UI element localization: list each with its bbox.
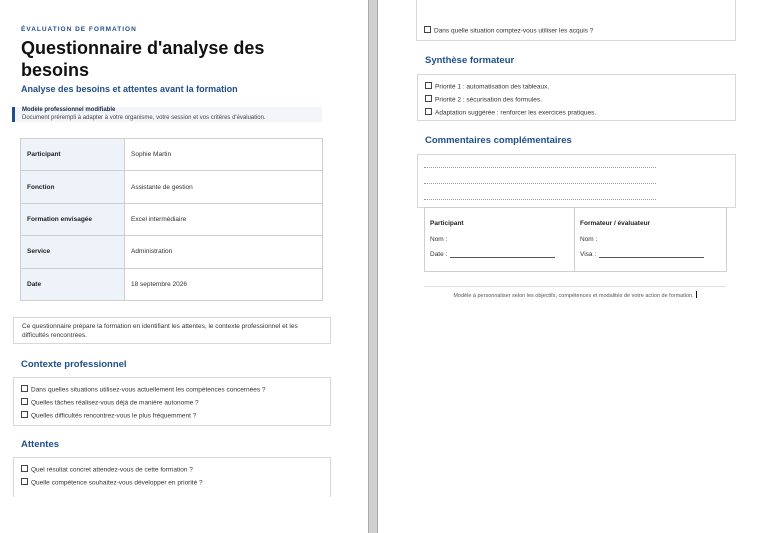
list-item[interactable]: Adaptation suggérée : renforcer les exercices pratiques.	[425, 108, 596, 117]
signature-name-label: Nom :	[430, 236, 448, 243]
list-item[interactable]: Quelles tâches réalisez-vous déjà de manière autonome ?	[21, 398, 199, 407]
checkbox-icon[interactable]	[21, 411, 28, 418]
info-label: Service	[21, 236, 125, 268]
section-title-contexte: Contexte professionnel	[21, 359, 127, 370]
checkbox-icon[interactable]	[425, 108, 432, 115]
info-label: Participant	[21, 139, 125, 171]
section-title-commentaires: Commentaires complémentaires	[425, 135, 572, 146]
info-value[interactable]: Assistante de gestion	[125, 171, 323, 203]
signature-visa-field[interactable]: Visa :	[580, 251, 704, 258]
table-row	[21, 268, 323, 300]
checkbox-icon[interactable]	[21, 478, 28, 485]
signature-title: Participant	[430, 220, 464, 227]
comments-area[interactable]	[417, 154, 736, 208]
checkbox-icon[interactable]	[21, 465, 28, 472]
list-item[interactable]: Priorité 2 : sécurisation des formules.	[425, 95, 542, 104]
info-value[interactable]: Sophie Martin	[125, 139, 323, 171]
page-left	[0, 0, 368, 533]
text-cursor	[696, 291, 697, 298]
table-row	[21, 171, 323, 203]
attentes-box-continued	[416, 0, 736, 41]
info-value[interactable]: Administration	[125, 236, 323, 268]
contexte-box	[13, 377, 331, 426]
info-value[interactable]: Excel intermédiaire	[125, 203, 323, 235]
document-title: Questionnaire d'analyse des besoins	[21, 38, 265, 80]
intro-text: Ce questionnaire prépare la formation en identifiant les attentes, le contexte professionnel et les difficultés rencontrées.	[13, 317, 331, 344]
list-item[interactable]: Quel résultat concret attendez-vous de cette formation ?	[21, 465, 193, 474]
comment-line	[424, 199, 656, 200]
page-right	[378, 0, 761, 533]
list-item[interactable]: Quelle compétence souhaitez-vous développer en priorité ?	[21, 478, 203, 487]
signature-participant	[424, 207, 575, 272]
checkbox-icon[interactable]	[424, 26, 431, 33]
info-label: Fonction	[21, 171, 125, 203]
template-notice	[12, 107, 322, 122]
page-divider	[368, 0, 378, 533]
synthese-box	[417, 74, 736, 121]
notice-title: Modèle professionnel modifiable	[22, 107, 116, 113]
document-subtitle: Analyse des besoins et attentes avant la formation	[21, 84, 238, 94]
attentes-box	[13, 457, 331, 497]
table-row	[21, 203, 323, 235]
checkbox-icon[interactable]	[21, 385, 28, 392]
comment-line	[424, 183, 656, 184]
participant-info-table	[20, 138, 323, 301]
table-row	[21, 139, 323, 171]
checkbox-icon[interactable]	[21, 398, 28, 405]
list-item[interactable]: Dans quelles situations utilisez-vous actuellement les compétences concernées ?	[21, 385, 266, 394]
checkbox-icon[interactable]	[425, 95, 432, 102]
notice-text: Document prérempli à adapter à votre organisme, votre session et vos critères d'évaluation.	[22, 115, 266, 121]
info-value[interactable]: 18 septembre 2026	[125, 268, 323, 300]
info-label: Date	[21, 268, 125, 300]
list-item[interactable]: Priorité 1 : automatisation des tableaux.	[425, 82, 549, 91]
comment-line	[424, 167, 656, 168]
section-title-attentes: Attentes	[21, 439, 60, 450]
signature-name-label: Nom :	[580, 236, 598, 243]
document-kicker: ÉVALUATION DE FORMATION	[21, 26, 137, 33]
list-item[interactable]: Quelles difficultés rencontrez-vous le plus fréquemment ?	[21, 411, 196, 420]
signature-title: Formateur / évaluateur	[580, 220, 651, 227]
section-title-synthese: Synthèse formateur	[425, 55, 515, 66]
table-row	[21, 236, 323, 268]
signature-date-field[interactable]: Date :	[430, 251, 555, 258]
document-footer: Modèle à personnaliser selon les objectifs, compétences et modalités de votre action de formation.	[424, 286, 726, 299]
list-item[interactable]: Dans quelle situation comptez-vous utiliser les acquis ?	[424, 26, 593, 35]
checkbox-icon[interactable]	[425, 82, 432, 89]
signature-formateur	[575, 207, 727, 272]
info-label: Formation envisagée	[21, 203, 125, 235]
